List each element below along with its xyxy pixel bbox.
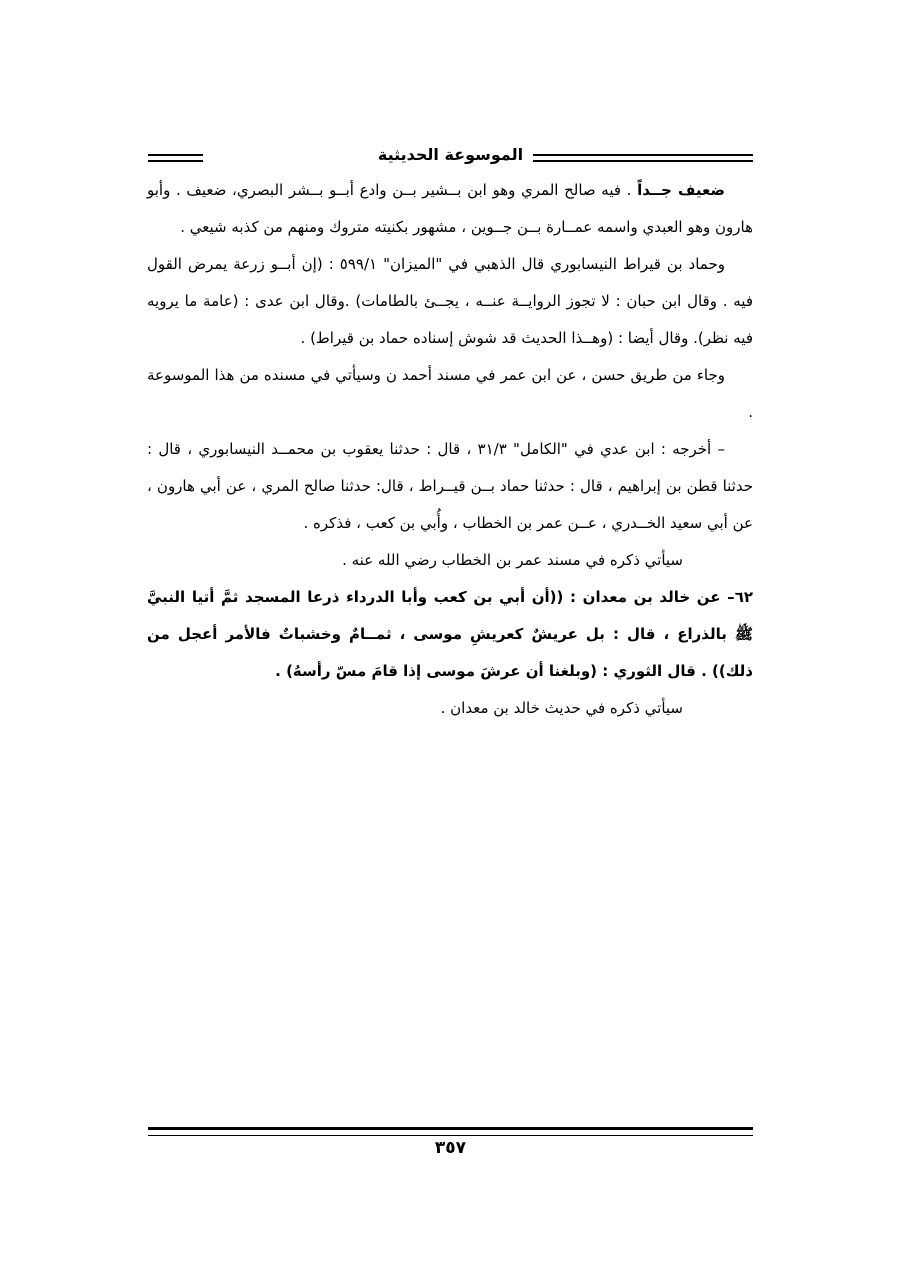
paragraph-5: سيأتي ذكره في مسند عمر بن الخطاب رضي الله عنه . [342,551,683,569]
paragraph-7: سيأتي ذكره في حديث خالد بن معدان . [440,699,683,717]
paragraph-3: وجاء من طريق حسن ، عن ابن عمر في مسند أحمد ن وسيأتي في مسنده من هذا الموسوعة . [147,366,753,421]
paragraph-1-lead: ضعيف جــداً [637,181,725,199]
footer-rule [148,1127,753,1136]
page-title: الموسوعة الحديثية [368,145,533,164]
hadith-62 [147,579,753,690]
paragraph-2: وحماد بن قيراط النيسابوري قال الذهبي في "الميزان" ٥٩٩/١ : (إن أبــو زرعة يمرض القول فيه . وقال ابن حبان : لا تجوز الروايــة عنــه ، يجــئ بالطامات) .وقال ابن عدى : (عامة ما يرويه فيه نظر). وقال أيضا : (وهــذا الحديث قد شوش إسناده حماد بن قيراط) . [147,255,753,347]
paragraph-1-text: . فيه صالح المري وهو ابن بــشير بــن وادع أبــو بــشر البصري، ضعيف . وأبو هارون وهو العبدي واسمه عمــارة بــن جــوين ، مشهور بكنيته متروك ومنهم من كذبه شيعي . [147,181,753,236]
page-body [147,172,753,727]
page-number: ٣٥٧ [434,1138,467,1158]
header-title-wrap [148,140,753,170]
paragraph-4: – أخرجه : ابن عدي في "الكامل" ٣١/٣ ، قال : حدثنا يعقوب بن محمــد النيسابوري ، قال : حدثنا قطن بن إبراهيم ، قال : حدثنا حماد بــن قيــراط ، قال: حدثنا صالح المري ، عن أبي هارون ، عن أبي سعيد الخــدري ، عــن عمر بن الخطاب ، وأُبي بن كعب ، فذكره . [147,440,753,532]
paragraph-1 [147,172,753,246]
page-header [148,140,753,170]
hadith-62-text: ٦٢– عن خالد بن معدان : ((أن أبي بن كعب وأبا الدرداء ذرعا المسجد ثمَّ أتيا النبيَّ ﷺ بالذراع ، قال : بل عريشٌ كعريشِ موسى ، ثمــامٌ وخشباتٌ فالأمر أعجل من ذلك)) . قال الثوري : (وبلغنا أن عرشَ موسى إذا قامَ مسّ رأسهُ) . [147,588,753,680]
